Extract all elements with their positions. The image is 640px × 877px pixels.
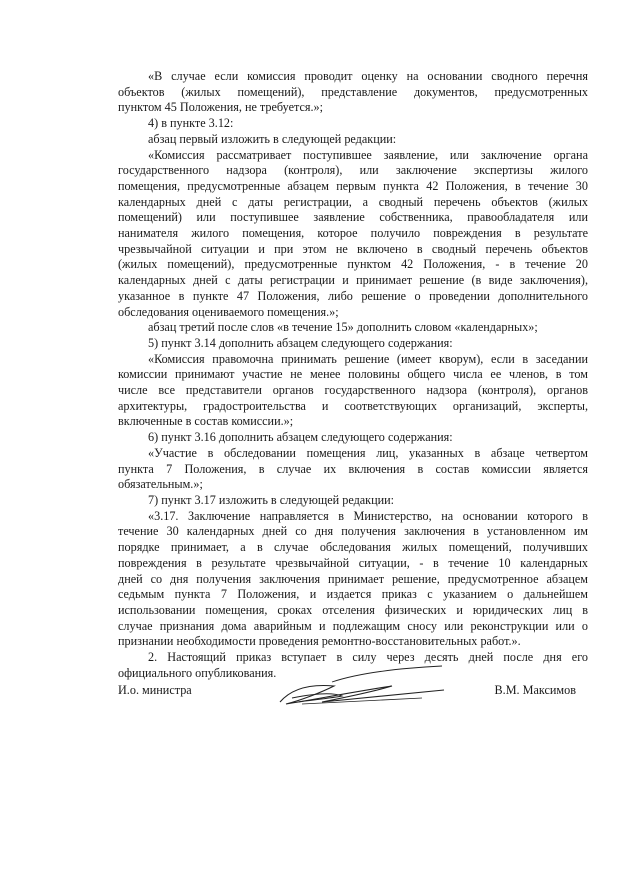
text-line: архитектуры, градостроительства и соответствующих организаций, эксперты, bbox=[118, 398, 588, 413]
text-line: помещения, предусмотренные абзацем первым пункта 42 Положения, в течение 30 bbox=[118, 178, 588, 193]
text-line: «Комиссия правомочна принимать решение (имеет кворум), если в заседании bbox=[148, 351, 588, 366]
text-line: пунктом 45 Положения, не требуется.»; bbox=[118, 100, 323, 115]
text-line: «3.17. Заключение направляется в Министерство, на основании которого в bbox=[148, 508, 588, 523]
text-line: дней со дня получения заключения принимает решение, предусмотренное абзацем bbox=[118, 571, 588, 586]
text-line: использовании помещения, сроках отселения физических и юридических лиц в bbox=[118, 602, 588, 617]
signature-block bbox=[118, 683, 588, 703]
text-line: комиссии принимают участие не менее половины общего числа ее членов, в том bbox=[118, 367, 588, 382]
text-line: «В случае если комиссия проводит оценку на основании сводного перечня bbox=[148, 69, 588, 83]
text-line: помещений) или поступившее заявление собственника, правообладателя или bbox=[118, 210, 588, 225]
text-line: порядке принимает, а в случае обследования жилых помещений, получивших bbox=[118, 540, 588, 555]
text-line: повреждения в результате чрезвычайной ситуации, - в течение 10 календарных bbox=[118, 555, 588, 570]
signatory-position: И.о. министра bbox=[118, 683, 192, 697]
text-line: официального опубликования. bbox=[118, 665, 277, 680]
text-line: признании необходимости проведения ремонтно-восстановительных работ.». bbox=[118, 634, 521, 649]
text-line: календарных дней с даты регистрации и принимает решение (в виде заключения), bbox=[118, 273, 588, 288]
text-line: государственного надзора (контроля), или заключение экспертизы жилого bbox=[118, 163, 588, 178]
text-line: обследования оцениваемого помещения.»; bbox=[118, 304, 339, 319]
text-line: числе все представители органов государственного надзора (контроля), органов bbox=[118, 383, 588, 398]
text-line: 6) пункт 3.16 дополнить абзацем следующего содержания: bbox=[148, 430, 453, 445]
text-line: включенные в состав комиссии.»; bbox=[118, 414, 294, 429]
text-line: (жилых помещений), предусмотренные пунктом 42 Положения, - в течение 20 bbox=[118, 257, 588, 272]
text-line: «Участие в обследовании помещения лиц, указанных в абзаце четвертом bbox=[148, 445, 588, 460]
text-line: 4) в пункте 3.12: bbox=[148, 116, 234, 131]
text-line: абзац третий после слов «в течение 15» дополнить словом «календарных»; bbox=[148, 320, 538, 335]
text-line: нанимателя жилого помещения, которое получило повреждения в результате bbox=[118, 226, 588, 241]
document-body bbox=[118, 69, 588, 681]
text-line: абзац первый изложить в следующей редакции: bbox=[148, 131, 397, 146]
text-line: календарных дней с даты регистрации, а сводный перечень объектов (жилых bbox=[118, 194, 588, 209]
text-line: «Комиссия рассматривает поступившее заявление, или заключение органа bbox=[148, 147, 588, 162]
signatory-name: В.М. Максимов bbox=[494, 683, 576, 697]
text-line: 2. Настоящий приказ вступает в силу через десять дней после дня его bbox=[148, 650, 588, 665]
text-line: случае признания дома аварийным и подлежащим сносу или реконструкции или о bbox=[118, 618, 588, 633]
text-line: объектов (жилых помещений), представление документов, предусмотренных bbox=[118, 84, 588, 99]
text-line: чрезвычайной ситуации и при этом не включено в сводный перечень объектов bbox=[118, 241, 588, 256]
text-line: пункта 7 Положения, в случае их включения в состав комиссии является bbox=[118, 461, 588, 476]
text-line: 5) пункт 3.14 дополнить абзацем следующего содержания: bbox=[148, 335, 453, 350]
text-line: 7) пункт 3.17 изложить в следующей редакции: bbox=[148, 492, 395, 507]
text-line: течение 30 календарных дней со дня получения заключения в установленном им bbox=[118, 524, 588, 539]
text-line: указанное в пункте 47 Положения, либо решение о проведении дополнительного bbox=[118, 288, 588, 303]
text-line: обязательным.»; bbox=[118, 477, 203, 492]
text-line: седьмым пункта 7 Положения, и издается приказ с указанием о дальнейшем bbox=[118, 587, 588, 602]
